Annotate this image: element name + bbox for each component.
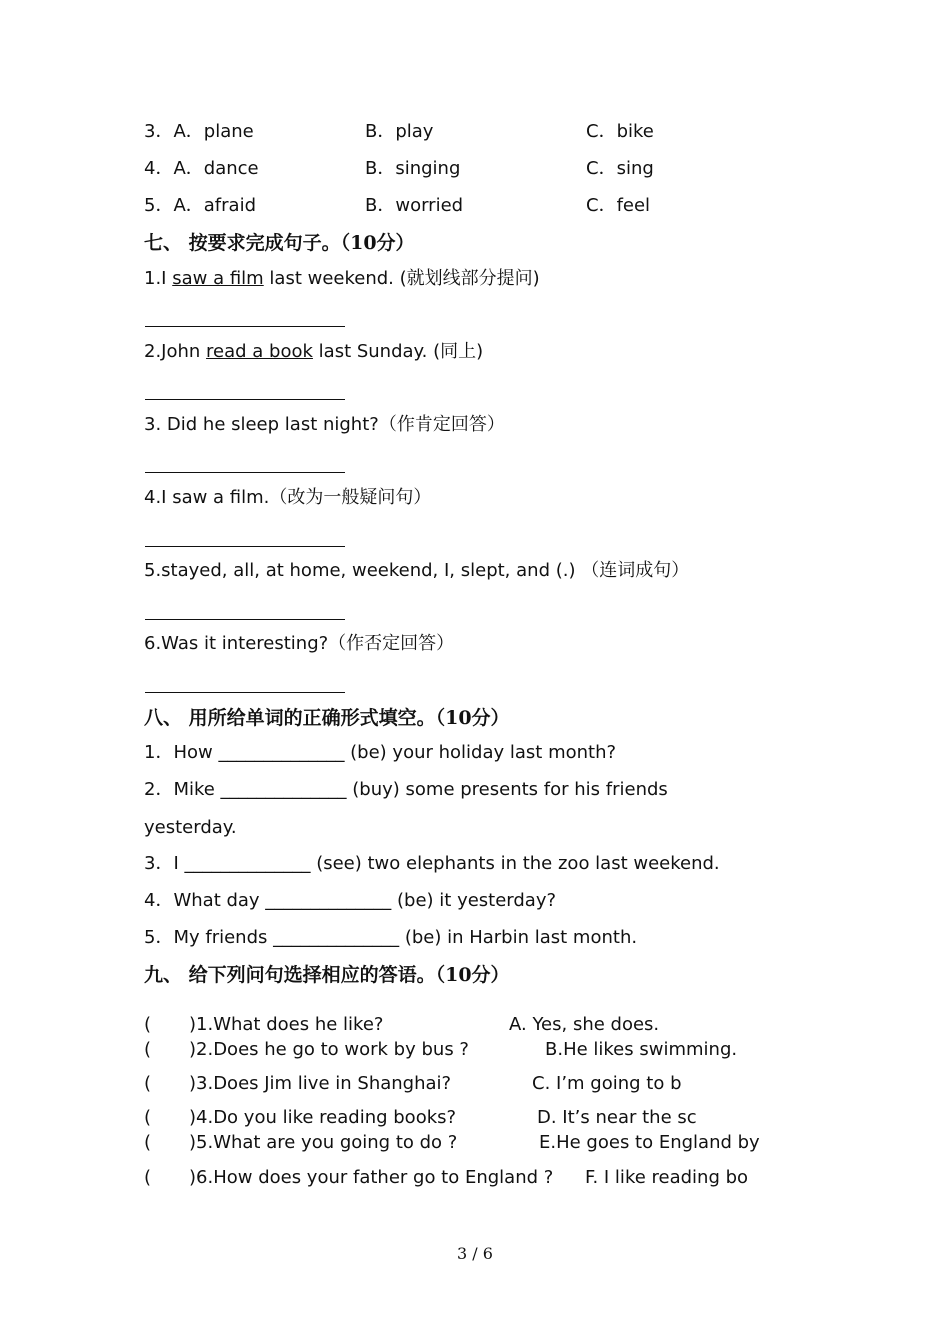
s7-q2-post: last Sunday. (同上)	[312, 341, 484, 362]
answer-line-6[interactable]	[145, 692, 345, 693]
s9-question-2: )2.Does he go to work by bus ?	[189, 1039, 469, 1060]
option-5-a: 5．A．afraid	[144, 195, 256, 216]
s9-question-4: )4.Do you like reading books?	[189, 1107, 457, 1128]
s8-question-3: 3．I ______________ (see) two elephants in the zoo last weekend.	[144, 853, 720, 874]
s9-paren-1: (	[144, 1014, 152, 1035]
s7-question-6: 6.Was it interesting?（作否定回答）	[144, 633, 455, 654]
s7-q1-post: last weekend. (就划线部分提问)	[263, 268, 540, 289]
section-8-heading: 八、 用所给单词的正确形式填空。（10分）	[144, 707, 510, 729]
section-9-heading: 九、 给下列问句选择相应的答语。（10分）	[144, 964, 510, 986]
section-7-heading: 七、 按要求完成句子。（10分）	[144, 232, 415, 254]
option-5-c: C．feel	[586, 195, 651, 216]
s9-question-6: )6.How does your father go to England ?	[189, 1167, 554, 1188]
s9-question-1: )1.What does he like?	[189, 1014, 384, 1035]
option-3-b: B．play	[365, 121, 434, 142]
s9-paren-2: (	[144, 1039, 152, 1060]
s9-question-5: )5.What are you going to do ?	[189, 1132, 458, 1153]
s8-question-1: 1．How ______________ (be) your holiday last month?	[144, 742, 617, 763]
s8-question-2: 2．Mike ______________ (buy) some presents for his friends	[144, 779, 668, 800]
option-5-b: B．worried	[365, 195, 464, 216]
s7-question-5: 5.stayed, all, at home, weekend, I, slept, and (.) （连词成句）	[144, 560, 690, 581]
s7-q1-underlined: saw a film	[172, 268, 264, 289]
s9-question-3: )3.Does Jim live in Shanghai?	[189, 1073, 452, 1094]
answer-line-3[interactable]	[145, 472, 345, 473]
s8-question-5: 5．My friends ______________ (be) in Harbin last month.	[144, 927, 638, 948]
option-4-a: 4．A．dance	[144, 158, 259, 179]
s7-question-4: 4.I saw a film.（改为一般疑问句）	[144, 487, 432, 508]
option-3-a: 3．A．plane	[144, 121, 254, 142]
option-3-c: C．bike	[586, 121, 654, 142]
s8-question-4: 4．What day ______________ (be) it yesterday?	[144, 890, 557, 911]
s7-q2-underlined: read a book	[206, 341, 313, 362]
s7-question-2	[144, 341, 483, 363]
s9-answer-a: A. Yes, she does.	[509, 1014, 660, 1035]
s9-paren-6: (	[144, 1167, 152, 1188]
s7-q2-pre: 2.John	[144, 341, 207, 362]
answer-line-4[interactable]	[145, 546, 345, 547]
s9-paren-4: (	[144, 1107, 152, 1128]
s9-answer-f: F. I like reading bo	[585, 1167, 749, 1188]
page-number: 3 / 6	[457, 1244, 493, 1263]
s9-answer-e: E.He goes to England by	[539, 1132, 760, 1153]
option-4-c: C．sing	[586, 158, 654, 179]
s7-question-1	[144, 268, 540, 290]
answer-line-2[interactable]	[145, 399, 345, 400]
answer-line-5[interactable]	[145, 619, 345, 620]
s9-answer-b: B.He likes swimming.	[545, 1039, 738, 1060]
s9-paren-3: (	[144, 1073, 152, 1094]
s7-q1-pre: 1.I	[144, 268, 173, 289]
option-4-b: B．singing	[365, 158, 461, 179]
s9-answer-d: D. It’s near the sc	[537, 1107, 697, 1128]
s8-question-2-cont: yesterday.	[144, 817, 237, 838]
s9-answer-c: C. I’m going to b	[532, 1073, 682, 1094]
s9-paren-5: (	[144, 1132, 152, 1153]
answer-line-1[interactable]	[145, 326, 345, 327]
s7-question-3: 3. Did he sleep last night?（作肯定回答）	[144, 414, 505, 435]
